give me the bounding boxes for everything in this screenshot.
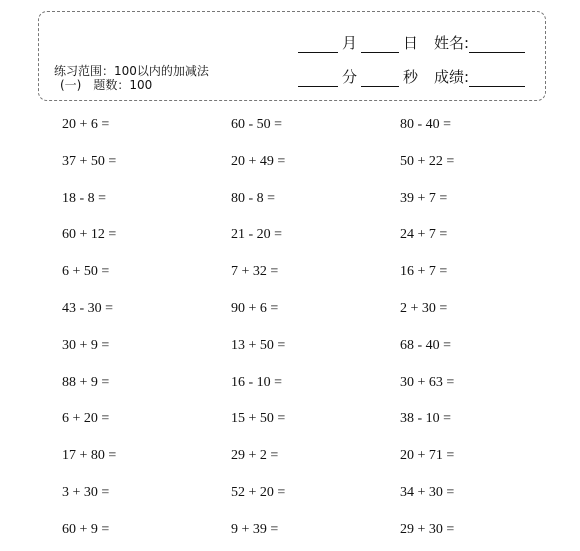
- second-blank[interactable]: [361, 71, 399, 87]
- math-problem: 68 - 40 =: [400, 338, 452, 353]
- practice-range: 练习范围：100以内的加减法: [54, 64, 209, 78]
- day-blank[interactable]: [361, 37, 399, 53]
- math-problem: 80 - 8 =: [231, 191, 276, 206]
- minute-label: 分: [342, 68, 358, 86]
- math-problem: 20 + 71 =: [400, 448, 455, 463]
- name-label: 姓名:: [434, 34, 470, 52]
- month-label: 月: [342, 34, 358, 52]
- math-problem: 13 + 50 =: [231, 338, 286, 353]
- math-problem: 29 + 30 =: [400, 522, 455, 537]
- math-problem: 7 + 32 =: [231, 264, 279, 279]
- math-problem: 24 + 7 =: [400, 227, 448, 242]
- day-label: 日: [403, 34, 419, 52]
- math-problem: 39 + 7 =: [400, 191, 448, 206]
- math-problem: 30 + 9 =: [62, 338, 110, 353]
- math-problem: 43 - 30 =: [62, 301, 114, 316]
- math-problem: 80 - 40 =: [400, 117, 452, 132]
- second-label: 秒: [403, 68, 419, 86]
- minute-blank[interactable]: [298, 71, 338, 87]
- math-problem: 60 + 12 =: [62, 227, 117, 242]
- name-blank[interactable]: [469, 37, 525, 53]
- score-blank[interactable]: [469, 71, 525, 87]
- math-problem: 3 + 30 =: [62, 485, 110, 500]
- math-problem: 50 + 22 =: [400, 154, 455, 169]
- math-problem: 20 + 6 =: [62, 117, 110, 132]
- math-problem: 37 + 50 =: [62, 154, 117, 169]
- month-blank[interactable]: [298, 37, 338, 53]
- practice-info: [54, 64, 209, 92]
- practice-part: (一): [60, 78, 82, 92]
- math-problem: 34 + 30 =: [400, 485, 455, 500]
- math-problem: 21 - 20 =: [231, 227, 283, 242]
- math-problem: 6 + 20 =: [62, 411, 110, 426]
- math-problem: 52 + 20 =: [231, 485, 286, 500]
- math-problem: 60 - 50 =: [231, 117, 283, 132]
- math-problem: 30 + 63 =: [400, 375, 455, 390]
- math-problem: 20 + 49 =: [231, 154, 286, 169]
- score-label: 成绩:: [434, 68, 470, 86]
- problem-count: 题数：100: [93, 78, 153, 92]
- date-name-row: [298, 32, 525, 53]
- math-problem: 6 + 50 =: [62, 264, 110, 279]
- math-problem: 29 + 2 =: [231, 448, 279, 463]
- time-score-row: [298, 66, 525, 87]
- math-problem: 60 + 9 =: [62, 522, 110, 537]
- math-problem: 16 + 7 =: [400, 264, 448, 279]
- math-problem: 18 - 8 =: [62, 191, 107, 206]
- math-problem: 16 - 10 =: [231, 375, 283, 390]
- math-problem: 2 + 30 =: [400, 301, 448, 316]
- math-problem: 9 + 39 =: [231, 522, 279, 537]
- math-problem: 38 - 10 =: [400, 411, 452, 426]
- math-problem: 90 + 6 =: [231, 301, 279, 316]
- math-problem: 15 + 50 =: [231, 411, 286, 426]
- math-problem: 88 + 9 =: [62, 375, 110, 390]
- math-problem: 17 + 80 =: [62, 448, 117, 463]
